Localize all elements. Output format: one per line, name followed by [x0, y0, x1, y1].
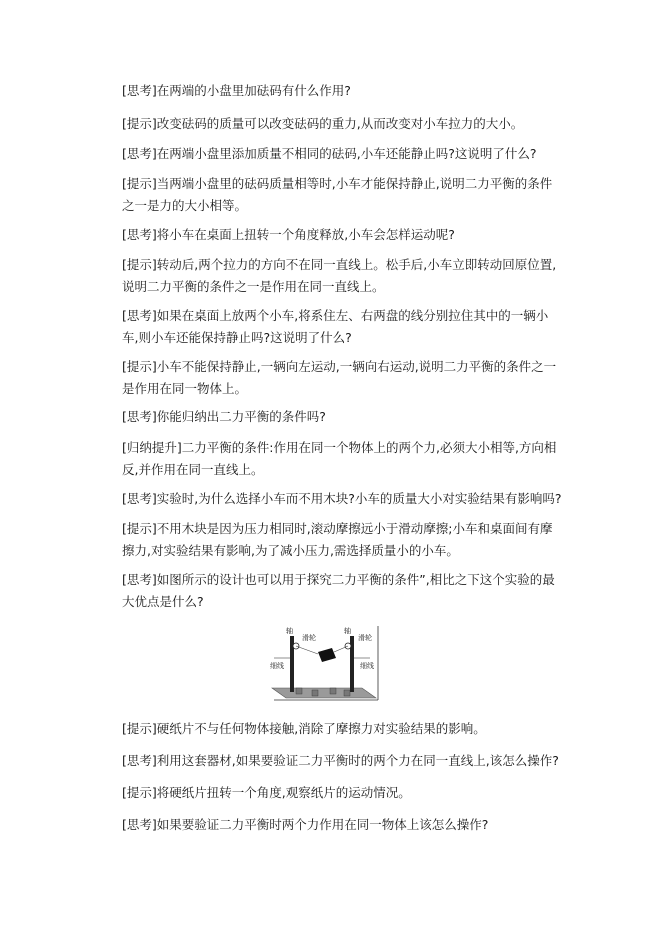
paragraph-text: [思考]如图所示的设计也可以用于探究二力平衡的条件”,相比之下这个实验的最大优点是什么?: [122, 572, 555, 609]
label-string-right: 细线: [360, 662, 374, 670]
weight-icon: [330, 688, 336, 694]
paragraph-9: [122, 406, 562, 428]
paragraph-text: [思考]如果要验证二力平衡时两个力作用在同一物体上该怎么操作?: [122, 817, 489, 832]
paragraph-2: [122, 113, 562, 135]
card-piece: [318, 648, 336, 662]
paragraph-8: [122, 356, 562, 400]
paragraph-6: [122, 254, 562, 298]
paragraph-5: [122, 224, 562, 246]
paragraph-text: [思考]将小车在桌面上扭转一个角度释放,小车会怎样运动呢?: [122, 227, 455, 242]
paragraph-12: [122, 518, 562, 562]
paragraph-16: [122, 782, 562, 804]
weight-icon: [312, 690, 318, 696]
paragraph-17: [122, 814, 562, 836]
label-rod-right: 轴: [344, 627, 351, 635]
paragraph-text: [提示]将硬纸片扭转一个角度,观察纸片的运动情况。: [122, 785, 411, 800]
label-rod-left: 轴: [286, 627, 293, 635]
weight-icon: [296, 688, 302, 694]
paragraph-text: [思考]你能归纳出二力平衡的条件吗?: [122, 409, 326, 424]
right-string: [334, 646, 348, 652]
paragraph-text: [提示]小车不能保持静止,一辆向左运动,一辆向右运动,说明二力平衡的条件之一是作用在同一物体上。: [122, 359, 557, 396]
experiment-figure: [266, 624, 384, 704]
paragraph-text: [提示]改变砝码的质量可以改变砝码的重力,从而改变对小车拉力的大小。: [122, 116, 524, 131]
paragraph-text: [提示]转动后,两个拉力的方向不在同一直线上。松手后,小车立即转动回原位置,说明二力平衡的条件之一是作用在同一直线上。: [122, 257, 557, 294]
paragraph-text: [思考]如果在桌面上放两个小车,将系住左、右两盘的线分别拉住其中的一辆小车,则小车还能保持静止吗?这说明了什么?: [122, 308, 549, 345]
paragraph-text: [归纳提升]二力平衡的条件:作用在同一个物体上的两个力,必须大小相等,方向相反,并作用在同一直线上。: [122, 440, 557, 477]
paragraph-text: [思考]在两端的小盘里加砝码有什么作用?: [122, 83, 351, 98]
paragraph-text: [思考]在两端小盘里添加质量不相同的砝码,小车还能静止吗?这说明了什么?: [122, 146, 537, 161]
weight-icon: [344, 690, 350, 696]
paragraph-10: [122, 437, 562, 481]
label-string-left: 细线: [270, 662, 284, 670]
label-pulley-left: 滑轮: [302, 634, 316, 642]
paragraph-text: [提示]硬纸片不与任何物体接触,消除了摩擦力对实验结果的影响。: [122, 721, 486, 736]
left-string: [296, 646, 318, 654]
paragraph-text: [思考]利用这套器材,如果要验证二力平衡时的两个力在同一直线上,该怎么操作?: [122, 753, 559, 768]
paragraph-text: [提示]不用木块是因为压力相同时,滚动摩擦远小于滑动摩擦;小车和桌面间有摩擦力,对实验结果有影响,为了减小压力,需选择质量小的小车。: [122, 521, 553, 558]
table-base: [272, 688, 376, 698]
paragraph-text: [思考]实验时,为什么选择小车而不用木块?小车的质量大小对实验结果有影响吗?: [122, 491, 562, 506]
pulley-apparatus-illustration: [266, 624, 384, 704]
paragraph-4: [122, 173, 562, 217]
paragraph-15: [122, 750, 562, 772]
paragraph-3: [122, 143, 562, 165]
paragraph-1: [122, 80, 562, 102]
label-pulley-right: 滑轮: [358, 634, 372, 642]
paragraph-text: [提示]当两端小盘里的砝码质量相等时,小车才能保持静止,说明二力平衡的条件之一是力的大小相等。: [122, 176, 553, 213]
paragraph-13: [122, 569, 562, 613]
paragraph-14: [122, 718, 562, 740]
paragraph-11: [122, 488, 562, 510]
paragraph-7: [122, 305, 562, 349]
